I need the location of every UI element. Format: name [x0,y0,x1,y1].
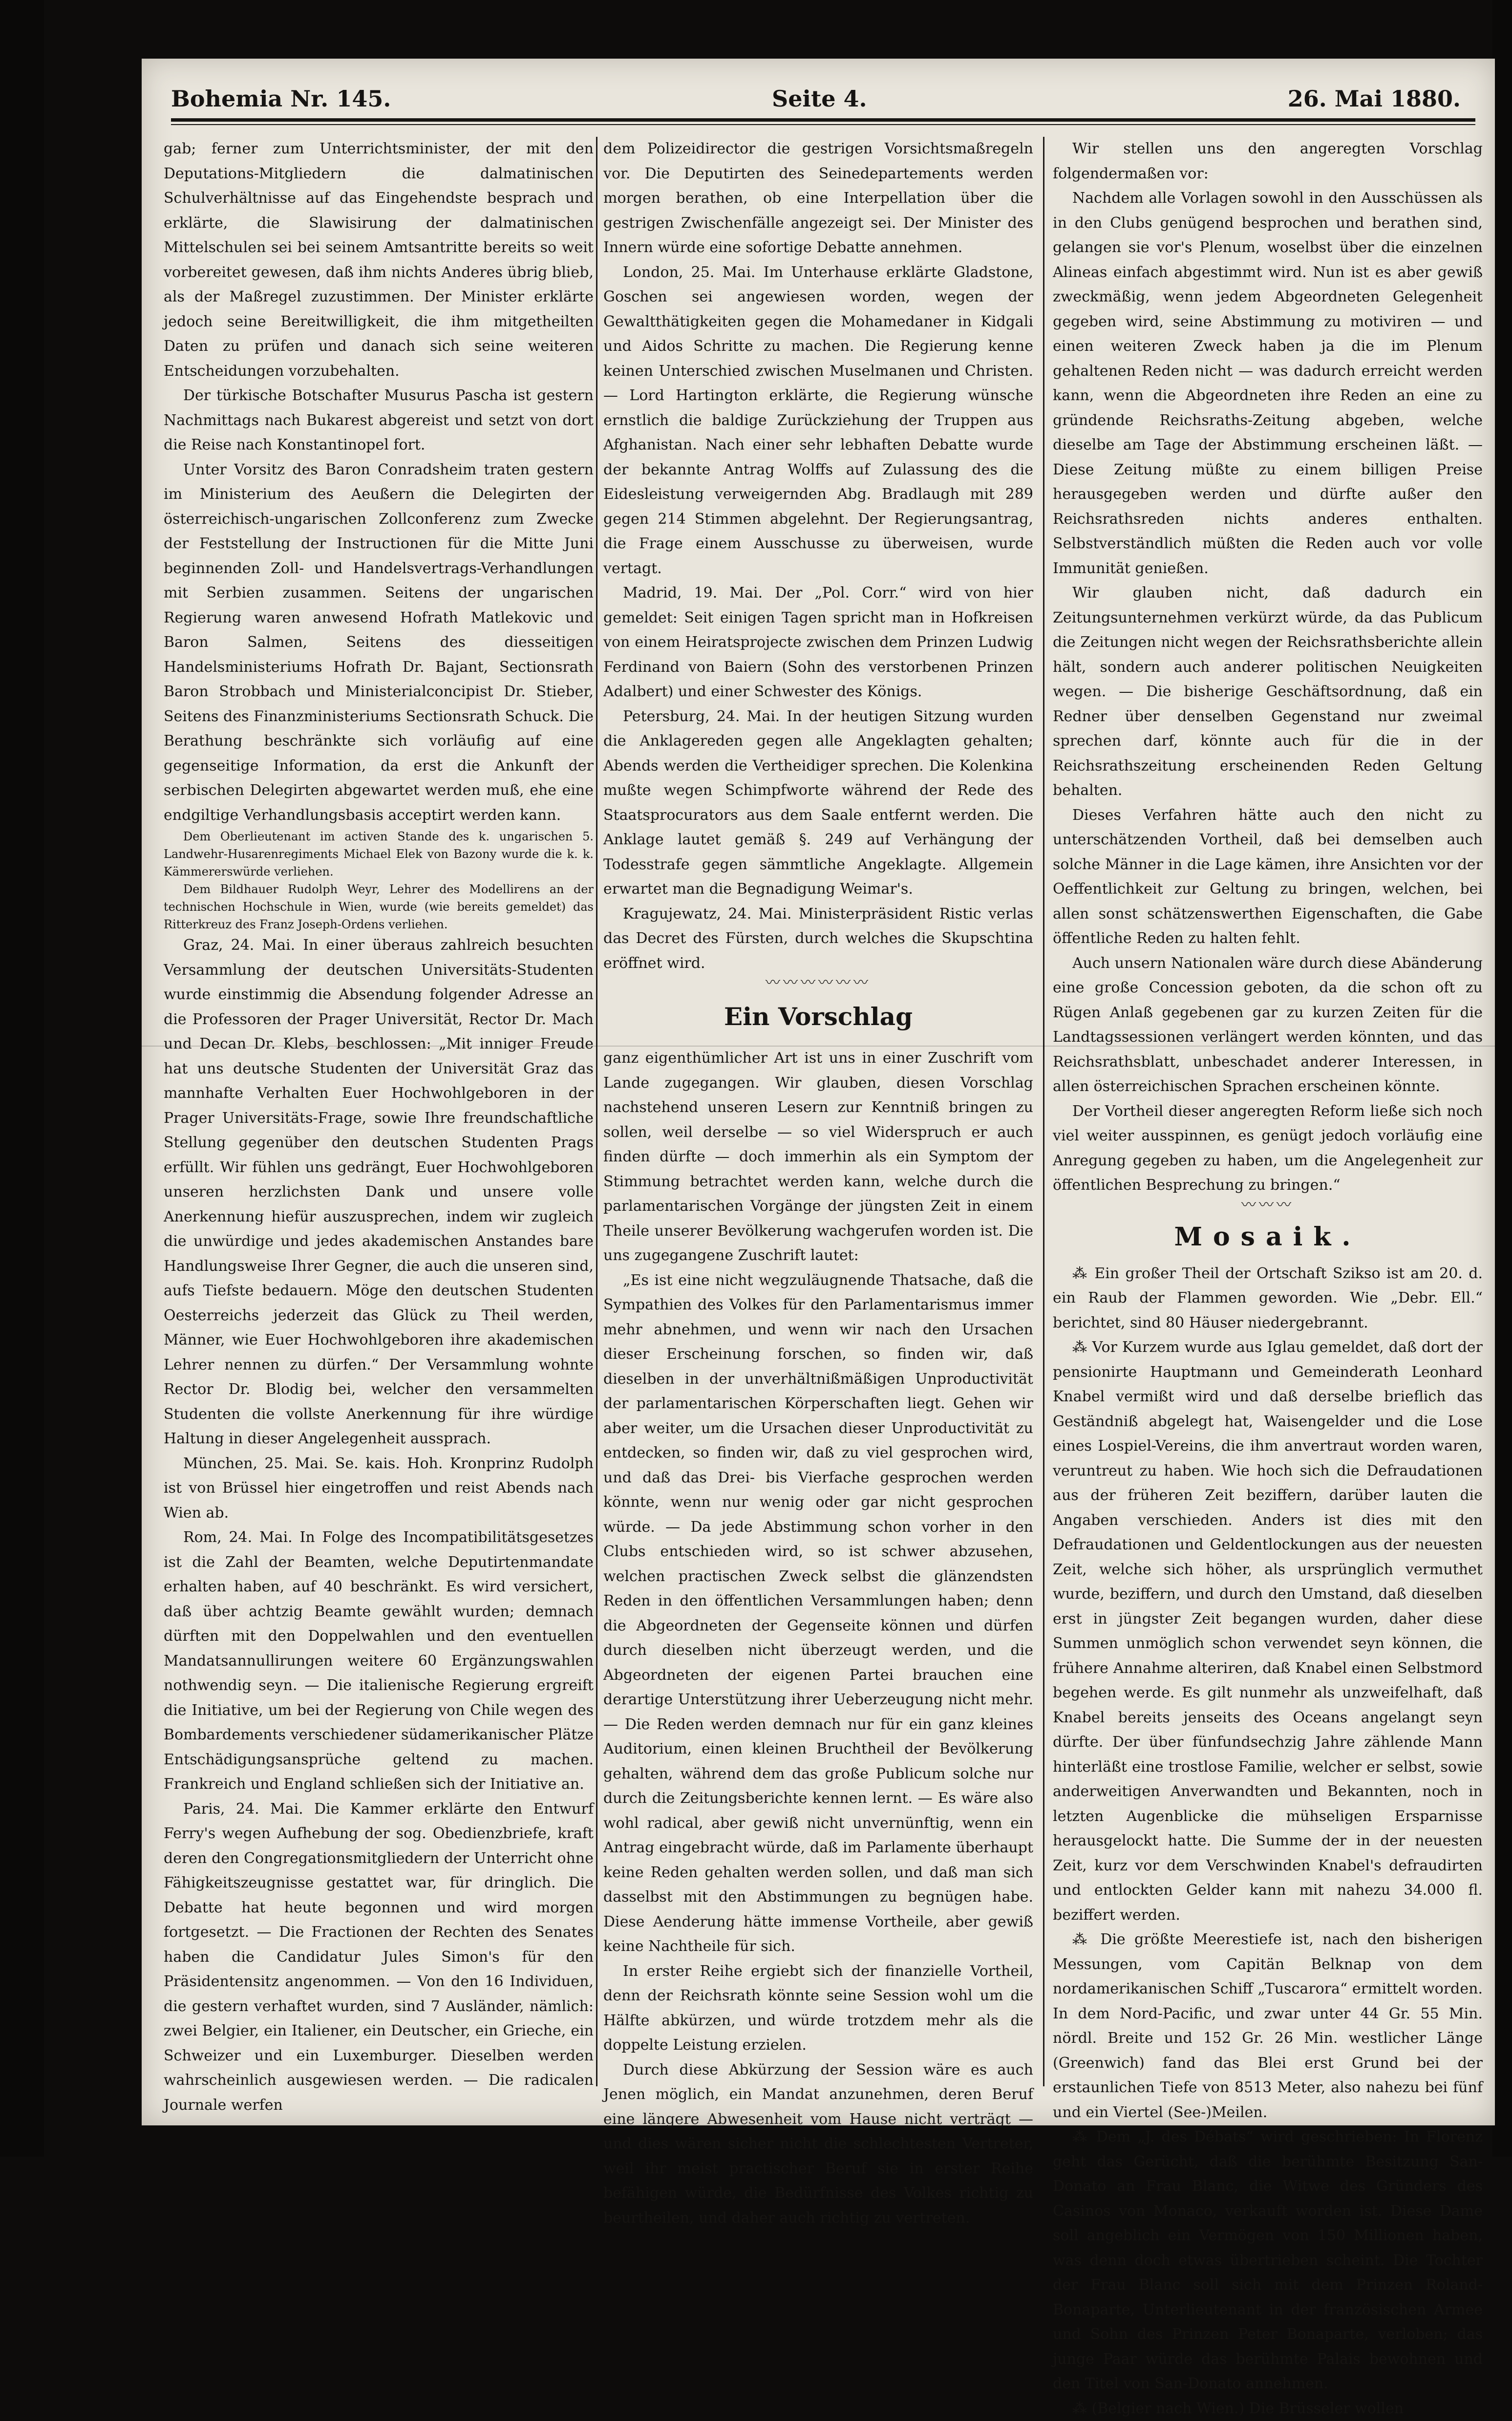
paragraph: ⁂ Vor Kurzem wurde aus Iglau gemeldet, daß dort der pensionirte Hauptmann und Gemeinderath Leonhard Knabel vermißt wird und daß derselbe brieflich das Geständniß abgelegt hat, Waisengelder und die Lose eines Lospiel-Vereins, die ihm anvertraut worden waren, veruntreut zu haben. Wie hoch sich die Defraudationen aus der früheren Zeit beziffern, darüber lauten die Angaben verschieden. Anders ist dies mit den Defraudationen und Geldentlockungen aus der neuesten Zeit, welche sich höher, als ursprünglich vermuthet wurde, beziffern, und durch den Umstand, daß dieselben erst in jüngster Zeit begangen wurden, daher diese Summen unmöglich schon verwendet seyn können, die frühere Annahme alteriren, daß Knabel einen Selbstmord begehen werde. Es gilt nunmehr als unzweifelhaft, daß Knabel bereits jenseits des Oceans angelangt seyn dürfte. Der über fünfundsechzig Jahre zählende Mann hinterläßt eine trostlose Familie, welcher er selbst, sowie anderweitigen Anverwandten und Bekannten, noch in letzten Augenblicke die mühseligen Ersparnisse herausgelockt hatte. Die Summe der in der neuesten Zeit, kurz vor dem Verschwinden Knabel's defraudirten und entlockten Gelder kann mit nahezu 34.000 fl. beziffert werden. [1053,1335,1483,1928]
column-2 [603,137,1033,2081]
paragraph: Kragujewatz, 24. Mai. Ministerpräsident Ristic verlas das Decret des Fürsten, durch welches die Skupschtina eröffnet wird. [603,902,1033,976]
scan-border-left [0,0,44,2157]
article-heading: Ein Vorschlag [603,997,1033,1036]
masthead-issue: Bohemia Nr. 145. [171,86,391,112]
paragraph: Madrid, 19. Mai. Der „Pol. Corr.“ wird von hier gemeldet: Seit einigen Tagen spricht man in Hofkreisen von einem Heiratsprojecte zwischen dem Prinzen Ludwig Ferdinand von Baiern (Sohn des verstorbenen Prinzen Adalbert) und einer Schwester des Königs. [603,581,1033,705]
section-divider: 〰〰〰〰〰〰 [603,976,1033,990]
mosaik-items [1053,1262,1483,2421]
paragraph: Durch diese Abkürzung der Session wäre es auch Jenen möglich, ein Mandat anzunehmen, deren Beruf eine längere Abwesenheit vom Hause nicht verträgt — und dies wären sicher nicht die schlechtesten Vertreter, weil ihr meist practischer Beruf sie in erster Reihe befähigen würde, die Bedürfnisse des Volkes richtig zu beurtheilen, und daher auch richtig zu vertreten. [603,2058,1033,2231]
header-rule [171,118,1475,122]
paragraph: Wir glauben nicht, daß dadurch ein Zeitungsunternehmen verkürzt würde, da das Publicum die Zeitungen nicht wegen der Reichsrathsberichte allein hält, sondern auch anderer politischen Neuigkeiten wegen. — Die bisherige Geschäftsordnung, daß ein Redner über denselben Gegenstand nur zweimal sprechen darf, könnte auch für die in der Reichsrathszeitung erscheinenden Reden Geltung behalten. [1053,581,1483,803]
paragraph: gab; ferner zum Unterrichtsminister, der mit den Deputations-Mitgliedern die dalmatinischen Schulverhältnisse auf das Eingehendste besprach und erklärte, die Slawisirung der dalmatinischen Mittelschulen sei bei seinem Amtsantritte bereits so weit vorbereitet gewesen, daß ihm nichts Anderes übrig blieb, als der Maßregel zuzustimmen. Der Minister erklärte jedoch seine Bereitwilligkeit, die ihm mitgetheilten Daten zu prüfen und danach sich seine weiteren Entscheidungen vorzubehalten. [164,137,594,384]
paragraph: „Es ist eine nicht wegzuläugnende Thatsache, daß die Sympathien des Volkes für den Parlamentarismus immer mehr abnehmen, und wenn wir nach den Ursachen dieser Erscheinung forschen, so finden wir, daß dieselben in der unverhältnißmäßigen Unproductivität der parlamentarischen Körperschaften liegt. Gehen wir aber weiter, um die Ursachen dieser Unproductivität zu entdecken, so finden wir, daß zu viel gesprochen wird, und daß das Drei- bis Vierfache gesprochen werden könnte, wenn nur wenig oder gar nicht gesprochen würde. — Da jede Abstimmung schon vorher in den Clubs entschieden wird, so ist schwer abzusehen, welchen practischen Zweck selbst die glänzendsten Reden in den öffentlichen Versammlungen haben; denn die Abgeordneten der Gegenseite können und dürfen durch dieselben nicht überzeugt werden, und die Abgeordneten der eigenen Partei brauchen eine derartige Unterstützung ihrer Ueberzeugung nicht mehr. — Die Reden werden demnach nur für ein ganz kleines Auditorium, einen kleinen Bruchtheil der Bevölkerung gehalten, während dem das große Publicum solche nur durch die Zeitungsberichte kennen lernt. — Es wäre also wohl radical, aber gewiß nicht unvernünftig, wenn ein Antrag eingebracht würde, daß im Parlamente überhaupt keine Reden gehalten werden sollen, und daß man sich dasselbst mit den Abstimmungen zu begnügen habe. Diese Aenderung hätte immense Vortheile, aber gewiß keine Nachtheile für sich. [603,1268,1033,1959]
paragraph: Der Vortheil dieser angeregten Reform ließe sich noch viel weiter ausspinnen, es genügt jedoch vorläufig eine Anregung gegeben zu haben, um die Angelegenheit zur öffentlichen Besprechung zu bringen.“ [1053,1099,1483,1198]
paragraph: Petersburg, 24. Mai. In der heutigen Sitzung wurden die Anklagereden gegen alle Angeklagten gehalten; Abends werden die Vertheidiger sprechen. Die Kolenkina mußte wegen Schimpfworte während der Rede des Staatsprocurators aus dem Saale entfernt werden. Die Anklage lautet gemäß §. 249 auf Verhängung der Todesstrafe gegen sämmtliche Angeklagte. Allgemein erwartet man die Begnadigung Weimar's. [603,705,1033,902]
paragraph: ganz eigenthümlicher Art ist uns in einer Zuschrift vom Lande zugegangen. Wir glauben, diesen Vorschlag nachstehend unseren Lesern zur Kenntniß bringen zu sollen, weil derselbe — so viel Widerspruch er auch finden dürfte — doch immerhin als ein Symptom der Stimmung betrachtet werden kann, welche durch die parlamentarischen Vorgänge der jüngsten Zeit in einem Theile unserer Bevölkerung wachgerufen worden ist. Die uns zugegangene Zuschrift lautet: [603,1046,1033,1268]
paragraph: In erster Reihe ergiebt sich der finanzielle Vortheil, denn der Reichsrath könnte seine Session wohl um die Hälfte abkürzen, und würde trotzdem mehr als die doppelte Leistung erzielen. [603,1959,1033,2058]
article-body [603,1046,1033,2230]
newspaper-page [142,59,1495,2125]
paragraph: Graz, 24. Mai. In einer überaus zahlreich besuchten Versammlung der deutschen Universitäts-Studenten wurde einstimmig die Absendung folgender Adresse an die Professoren der Prager Universität, Rector Dr. Mach und Decan Dr. Klebs, beschlossen: „Mit inniger Freude hat uns deutsche Studenten der Universität Graz das mannhafte Verhalten Euer Hochwohlgeboren in der Prager Universitäts-Frage, sowie Ihre freundschaftliche Stellung gegenüber den deutschen Studenten Prags erfüllt. Wir fühlen uns gedrängt, Euer Hochwohlgeboren unseren herzlichsten Dank und unsere volle Anerkennung hiefür auszusprechen, indem wir zugleich die unwürdige und jedes akademischen Anstandes bare Handlungsweise Ihrer Gegner, die auch die unseren sind, aufs Tiefste bedauern. Möge den deutschen Studenten Oesterreichs jederzeit das Glück zu Theil werden, Männer, wie Euer Hochwohlgeboren ihre akademischen Lehrer nennen zu dürfen.“ Der Versammlung wohnte Rector Dr. Blodig bei, welcher den versammelten Studenten die vollste Anerkennung für ihre würdige Haltung in dieser Angelegenheit aussprach. [164,933,594,1452]
column-divider [1043,137,1044,2086]
paragraph: ⁂ Ein großer Theil der Ortschaft Szikso ist am 20. d. ein Raub der Flammen geworden. Wie „Debr. Ell.“ berichtet, sind 80 Häuser niedergebrannt. [1053,1262,1483,1336]
section-heading-mosaik: Mosaik. [1053,1218,1483,1257]
paragraph: ⁂ Dem „J. des Débats“ wird geschrieben: In Florenz geht das Gerücht, daß die berühmte Besitzung San-Donato an Frau Blanc, die Witwe des Gründers des Casinos von Monaco, verkauft worden ist. Diese Dame soll angeblich ein Vermögen von 150 Millionen haben, was denn doch etwas übertrieben scheint. Die Tochter der Frau Blanc soll sich mit dem Prinzen Roland-Bonaparte, Unterlieutenant in der französischen Armee und Sohn des Prinzen Peter Bonaparte, verloben; das junge Paar würde das berühmte Palais bewohnen und den Titel von San-Donato annehmen. [1053,2125,1483,2397]
news-reports [603,137,1033,976]
scan-border-right [1492,0,1512,2157]
paragraph: Rom, 24. Mai. In Folge des Incompatibilitätsgesetzes ist die Zahl der Beamten, welche Deputirtenmandate erhalten haben, auf 40 beschränkt. Es wird versichert, daß über achtzig Beamte gewählt wurden; demnach dürften mit den Doppelwahlen und den eventuellen Mandatsannullirungen weitere 60 Ergänzungswahlen nothwendig seyn. — Die italienische Regierung ergreift die Initiative, um bei der Regierung von Chile wegen des Bombardements verschiedener südamerikanischer Plätze Entschädigungsansprüche geltend zu machen. Frankreich und England schließen sich der Initiative an. [164,1525,594,1797]
paragraph: Dem Bildhauer Rudolph Weyr, Lehrer des Modellirens an der technischen Hochschule in Wien, wurde (wie bereits gemeldet) das Ritterkreuz des Franz Joseph-Ordens verliehen. [164,880,594,933]
paragraph: München, 25. Mai. Se. kais. Hoh. Kronprinz Rudolph ist von Brüssel hier eingetroffen und reist Abends nach Wien ab. [164,1452,594,1526]
page-number: Seite 4. [772,86,867,112]
paragraph: ⁂ (Belgier nach Wien.) Die Brüsseler wollen [1053,2397,1483,2421]
paragraph: Dem Oberlieutenant im activen Stande des k. ungarischen 5. Landwehr-Husarenregiments Michael Elek von Bazony wurde die k. k. Kämmererswürde verliehen. [164,828,594,880]
paragraph: Der türkische Botschafter Musurus Pascha ist gestern Nachmittags nach Bukarest abgereist und setzt von dort die Reise nach Konstantinopel fort. [164,384,594,458]
issue-date: 26. Mai 1880. [1288,86,1461,112]
paragraph: Unter Vorsitz des Baron Conradsheim traten gestern im Ministerium des Aeußern die Delegirten der österreichisch-ungarischen Zollconferenz zum Zwecke der Feststellung der Instructionen für die Mitte Juni beginnenden Zoll- und Handelsvertrags-Verhandlungen mit Serbien zusammen. Seitens der ungarischen Regierung waren anwesend Hofrath Matlekovic und Baron Salmen, Seitens des diesseitigen Handelsministeriums Hofrath Dr. Bajant, Sectionsrath Baron Strobbach und Ministerialconcipist Dr. Stieber, Seitens des Finanzministeriums Sectionsrath Schuck. Die Berathung beschränkte sich vorläufig auf eine gegenseitige Information, da erst die Ankunft der serbischen Delegirten abgewartet werden muß, ehe eine endgiltige Verhandlungsbasis acceptirt werden kann. [164,458,594,828]
page-header [171,86,1466,129]
paragraph: ⁂ Die größte Meerestiefe ist, nach den bisherigen Messungen, vom Capitän Belknap von dem nordamerikanischen Schiff „Tuscarora“ ermittelt worden. In dem Nord-Pacific, und zwar unter 44 Gr. 55 Min. nördl. Breite und 152 Gr. 26 Min. westlicher Länge (Greenwich) fand das Blei erst Grund bei der erstaunlichen Tiefe von 8513 Meter, also nahezu bei fünf und ein Viertel (See-)Meilen. [1053,1928,1483,2125]
section-divider: 〰〰〰 [1053,1198,1483,1213]
paragraph: London, 25. Mai. Im Unterhause erklärte Gladstone, Goschen sei angewiesen worden, wegen der Gewaltthätigkeiten gegen die Mohamedaner in Kidgali und Aidos Schritte zu machen. Die Regierung kenne keinen Unterschied zwischen Muselmanen und Christen. — Lord Hartington erklärte, die Regierung wünsche ernstlich die baldige Zurückziehung der Truppen aus Afghanistan. Nach einer sehr lebhaften Debatte wurde der bekannte Antrag Wolffs auf Zulassung des die Eidesleistung verweigernden Abg. Bradlaugh mit 289 gegen 214 Stimmen abgelehnt. Der Regierungsantrag, die Frage einem Ausschusse zu überweisen, wurde vertagt. [603,260,1033,581]
paper-fold-crease [142,1046,1495,1047]
paragraph: Auch unsern Nationalen wäre durch diese Abänderung eine große Concession geboten, da die schon oft zu Rügen Anlaß gegebenen gar zu kurzen Zeiten für die Landtagssessionen verlängert werden könnten, und das Reichsrathsblatt, unbeschadet anderer Interessen, in allen österreichischen Sprachen erscheinen könnte. [1053,951,1483,1099]
paragraph: Nachdem alle Vorlagen sowohl in den Ausschüssen als in den Clubs genügend besprochen und berathen sind, gelangen sie vor's Plenum, woselbst über die einzelnen Alineas einfach abgestimmt wird. Nun ist es aber gewiß zweckmäßig, wenn jedem Abgeordneten Gelegenheit gegeben wird, seine Abstimmung zu motiviren — und einen weiteren Zweck haben ja die im Plenum gehaltenen Reden nicht — was dadurch erreicht werden kann, wenn die Abgeordneten ihre Reden an eine zu gründende Reichsraths-Zeitung abgeben, welche dieselbe am Tage der Abstimmung erscheinen läßt. — Diese Zeitung müßte zu einem billigen Preise herausgegeben werden und dürfte außer den Reichsrathsreden nichts anderes enthalten. Selbstverständlich müßten die Reden auch vor volle Immunität genießen. [1053,186,1483,581]
paragraph: Dieses Verfahren hätte auch den nicht zu unterschätzenden Vortheil, daß bei demselben auch solche Männer in die Lage kämen, ihre Ansichten vor der Oeffentlichkeit zur Geltung zu bringen, welchen, bei allen sonst schätzenswerthen Eigenschaften, die Gabe öffentliche Reden zu halten fehlt. [1053,803,1483,951]
paragraph: dem Polizeidirector die gestrigen Vorsichtsmaßregeln vor. Die Deputirten des Seinedepartements werden morgen berathen, ob eine Interpellation über die gestrigen Zwischenfälle angezeigt sei. Der Minister des Innern würde eine sofortige Debatte annehmen. [603,137,1033,260]
paragraph: Paris, 24. Mai. Die Kammer erklärte den Entwurf Ferry's wegen Aufhebung der sog. Obedienzbriefe, kraft deren den Congregationsmitgliedern der Unterricht ohne Fähigkeitszeugnisse gestattet war, für dringlich. Die Debatte hat heute begonnen und wird morgen fortgesetzt. — Die Fractionen der Rechten des Senates haben die Candidatur Jules Simon's für den Präsidentensitz angenommen. — Von den 16 Individuen, die gestern verhaftet wurden, sind 7 Ausländer, nämlich: zwei Belgier, ein Italiener, ein Deutscher, ein Grieche, ein Schweizer und ein Luxemburger. Dieselben werden wahrscheinlich ausgewiesen werden. — Die radicalen Journale werfen [164,1797,594,2118]
article-continuation [1053,137,1483,1198]
column-3 [1053,137,1483,2081]
header-rule-thin [171,124,1475,125]
column-1 [164,137,594,2081]
paragraph: Wir stellen uns den angeregten Vorschlag folgendermaßen vor: [1053,137,1483,186]
column-divider [596,137,597,2086]
